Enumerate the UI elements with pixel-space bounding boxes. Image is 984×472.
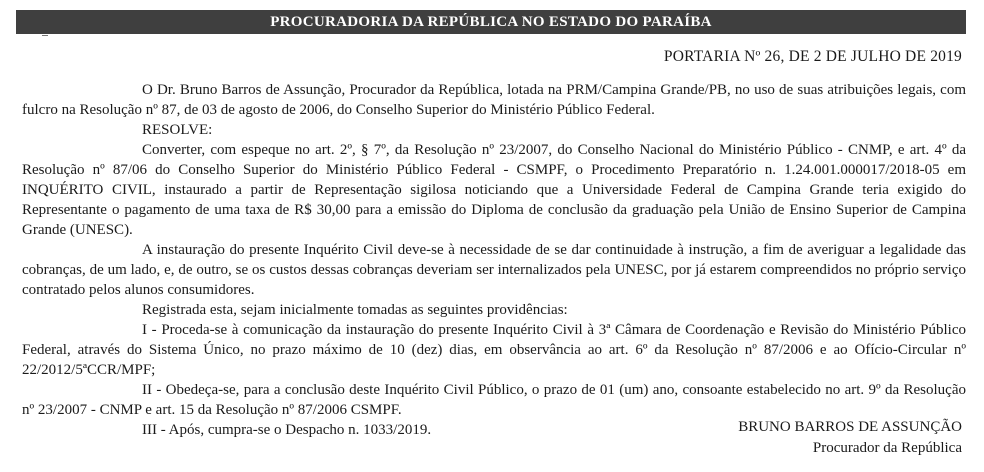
portaria-title: PORTARIA Nº 26, DE 2 DE JULHO DE 2019 (663, 48, 962, 65)
signature-role: Procurador da República (812, 440, 962, 456)
paragraph-item-i: I - Proceda-se à comunicação da instauração do presente Inquérito Civil à 3ª Câmara de Coordenação e Revisão do Ministério Público Federal, através do Sistema Único, no prazo máximo de 10 (dez) dias, em observância ao art. 6º da Resolução nº 87/2006 e ao Ofício-Circular nº 22/2012/5ªCCR/MPF; (22, 322, 966, 378)
document-body (22, 80, 966, 440)
header-divider-mark (42, 35, 48, 36)
signature-block (738, 417, 962, 459)
paragraph-registrada: Registrada esta, sejam inicialmente tomadas as seguintes providências: (142, 302, 568, 318)
header-bar (16, 10, 966, 34)
paragraph-intro: O Dr. Bruno Barros de Assunção, Procurador da República, lotada na PRM/Campina Grande/PB, no uso de suas atribuições legais, com fulcro na Resolução nº 87, de 03 de agosto de 2006, do Conselho Superior do Ministério Público Federal. (22, 82, 966, 118)
paragraph-converter: Converter, com espeque no art. 2º, § 7º, da Resolução nº 23/2007, do Conselho Nacional do Ministério Público - CNMP, e art. 4º da Resolução nº 87/06 do Conselho Superior do Ministério Público Federal - CSMPF, o Procedimento Preparatório n. 1.24.001.000017/2018-05 em INQUÉRITO CIVIL, instaurado a partir de Representação sigilosa noticiando que a Universidade Federal de Campina Grande teria exigido do Representante o pagamento de uma taxa de R$ 30,00 para a emissão do Diploma de conclusão da graduação pela União de Ensino Superior de Campina Grande (UNESC). (22, 142, 966, 238)
paragraph-instauracao: A instauração do presente Inquérito Civil deve-se à necessidade de se dar continuidade à instrução, a fim de averiguar a legalidade das cobranças, de um lado, e, de outro, se os custos dessas cobranças deveriam ser internalizados pela UNESC, por já estarem compreendidos no próprio serviço contratado pelos alunos consumidores. (22, 242, 966, 298)
paragraph-item-iii: III - Após, cumpra-se o Despacho n. 1033/2019. (142, 422, 432, 438)
paragraph-item-ii: II - Obedeça-se, para a conclusão deste Inquérito Civil Público, o prazo de 01 (um) ano, consoante estabelecido no art. 9º da Resolução nº 23/2007 - CNMP e art. 15 da Resolução nº 87/2006 CSMPF. (22, 382, 966, 418)
paragraph-resolve: RESOLVE: (142, 122, 213, 138)
header-title: PROCURADORIA DA REPÚBLICA NO ESTADO DO PARAÍBA (270, 13, 712, 30)
signature-name: BRUNO BARROS DE ASSUNÇÃO (738, 419, 962, 435)
